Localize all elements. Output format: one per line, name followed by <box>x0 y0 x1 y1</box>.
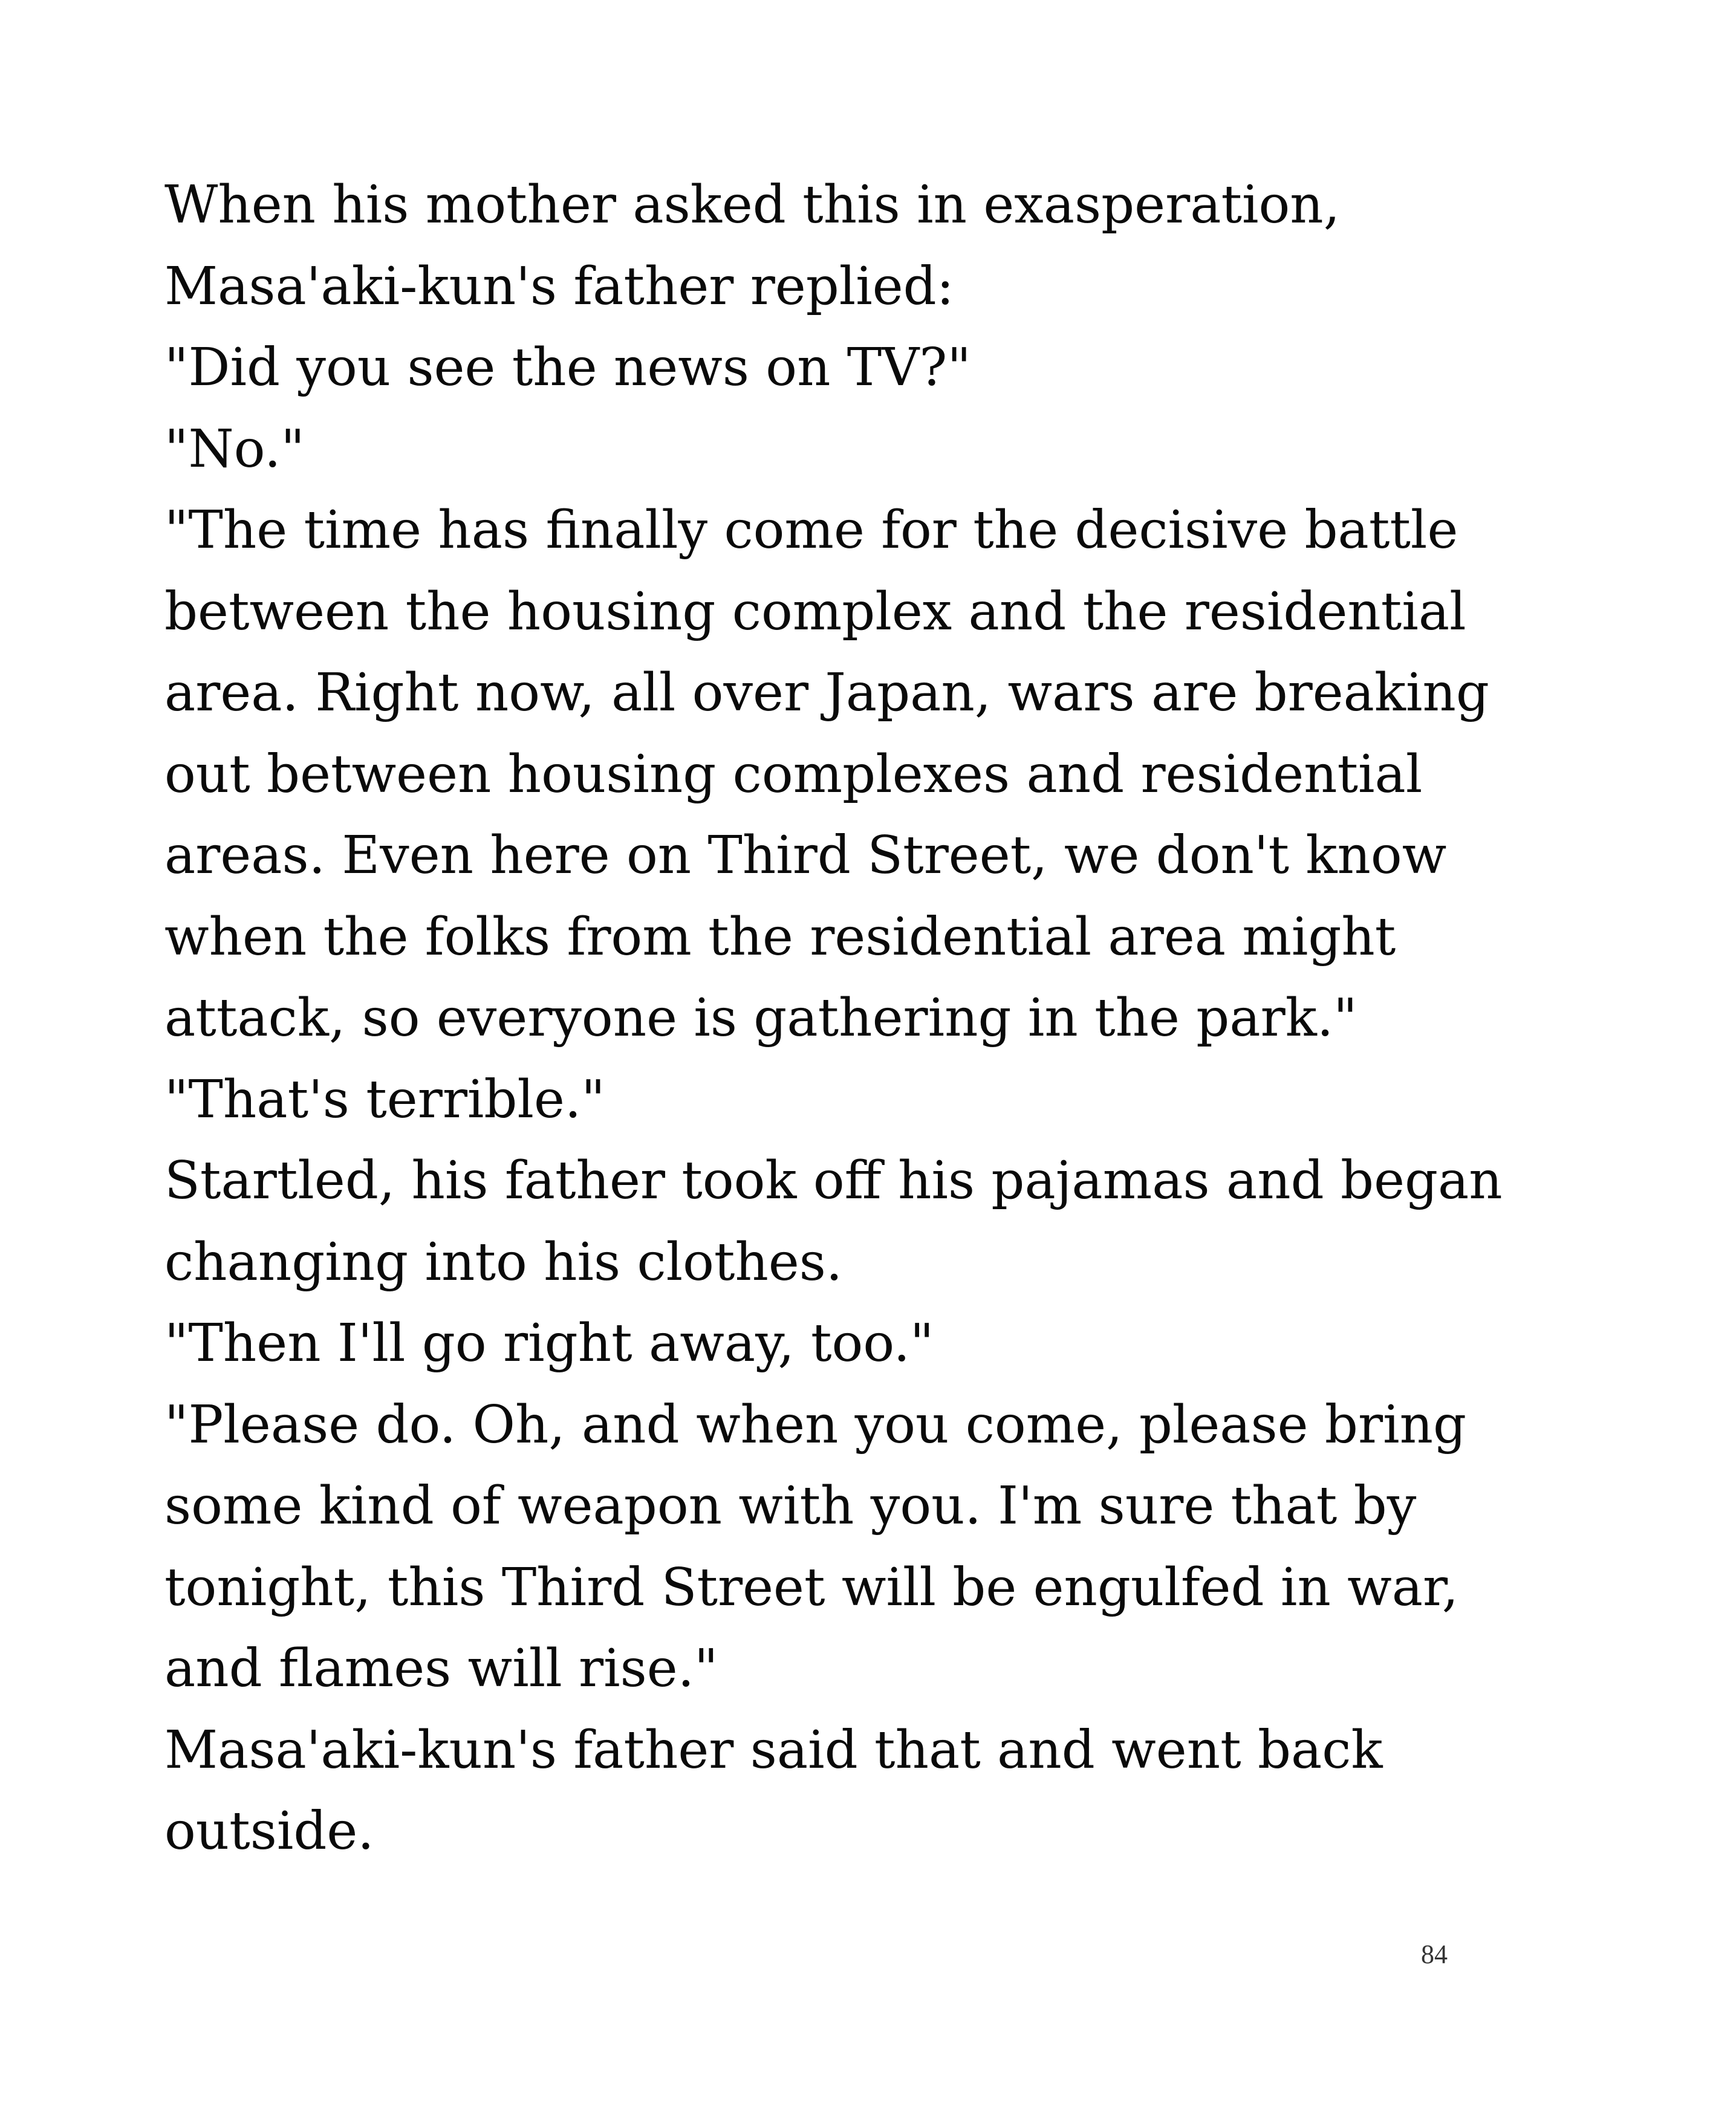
text-line: when the folks from the residential area might <box>164 906 1396 967</box>
text-line: and flames will rise." <box>164 1638 718 1699</box>
text-line: some kind of weapon with you. I'm sure that by <box>164 1476 1417 1536</box>
text-line: changing into his clothes. <box>164 1232 843 1293</box>
text-line: "Then I'll go right away, too." <box>164 1313 934 1374</box>
text-line: areas. Even here on Third Street, we don't know <box>164 825 1447 886</box>
text-line: tonight, this Third Street will be engulfed in war, <box>164 1557 1459 1618</box>
text-line: area. Right now, all over Japan, wars are breaking <box>164 663 1489 723</box>
text-line: "Did you see the news on TV?" <box>164 337 971 398</box>
text-line: "Please do. Oh, and when you come, please bring <box>164 1394 1467 1455</box>
text-line: Startled, his father took off his pajamas and began <box>164 1150 1503 1211</box>
body-text <box>164 164 1646 1872</box>
page-number: 84 <box>1421 1939 1448 1969</box>
text-line: Masa'aki-kun's father said that and went back <box>164 1719 1383 1780</box>
text-line: Masa'aki-kun's father replied: <box>164 256 954 317</box>
text-line: "That's terrible." <box>164 1069 605 1130</box>
text-line: When his mother asked this in exasperation, <box>164 175 1341 235</box>
text-line: outside. <box>164 1801 374 1861</box>
text-line: "The time has finally come for the decisive battle <box>164 500 1458 560</box>
text-line: attack, so everyone is gathering in the park." <box>164 988 1357 1048</box>
text-line: "No." <box>164 418 305 479</box>
text-line: between the housing complex and the residential <box>164 581 1466 642</box>
text-line: out between housing complexes and residential <box>164 744 1423 805</box>
